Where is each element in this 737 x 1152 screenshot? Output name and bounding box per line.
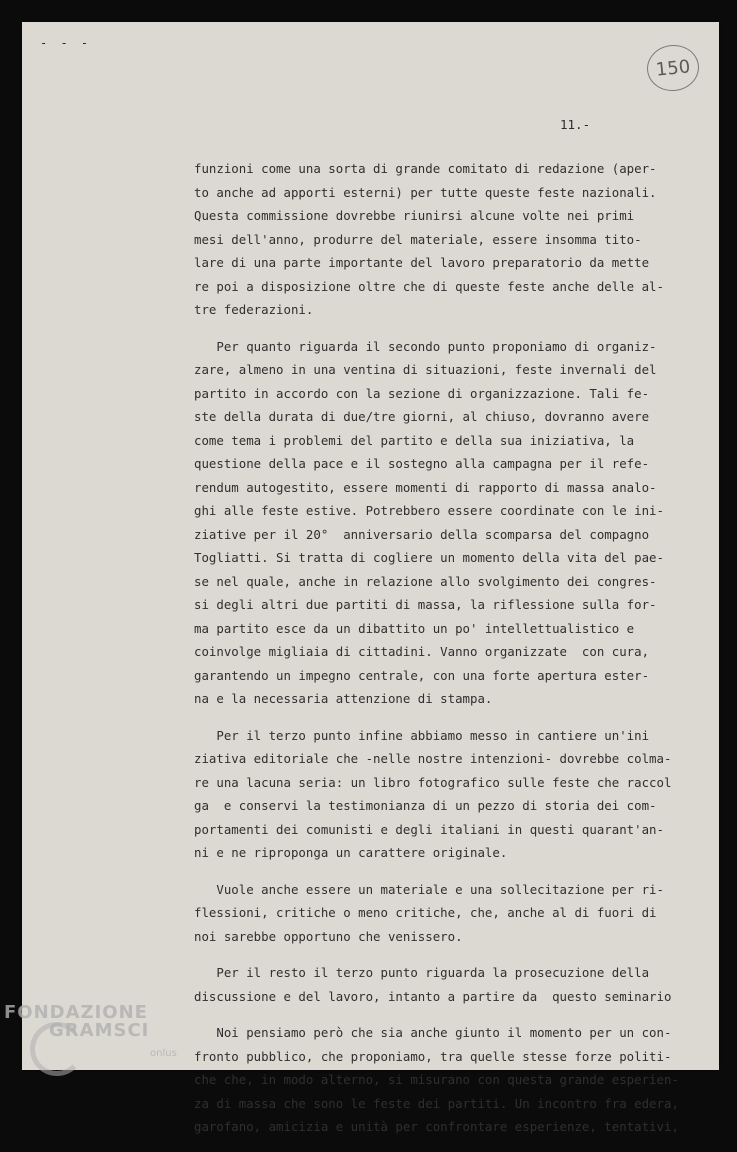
text-line: garofano, amicizia e unità per confrontare esperienze, tentativi, (194, 1119, 679, 1134)
text-line: partito in accordo con la sezione di organizzazione. Tali fe- (194, 385, 650, 401)
watermark-line-3: onlus (150, 1048, 177, 1059)
watermark-line-1: FONDAZIONE (4, 1002, 148, 1023)
text-line: funzioni come una sorta di grande comitato di redazione (aper- (194, 161, 657, 176)
text-line: rendum autogestito, essere momenti di rapporto di massa analo- (194, 479, 657, 495)
text-line: ghi alle feste estive. Potrebbero essere coordinate con le ini- (194, 503, 664, 518)
text-line: tre federazioni. (194, 302, 314, 317)
paragraph (194, 335, 714, 711)
text-line: Vuole anche essere un materiale e una sollecitazione per ri- (194, 881, 664, 897)
text-line: garantendo un impegno centrale, con una forte apertura ester- (194, 667, 650, 683)
paragraph (194, 961, 714, 1008)
foundation-watermark (4, 996, 194, 1076)
text-line: fronto pubblico, che proponiamo, tra quelle stesse forze politi- (194, 1048, 672, 1064)
text-line: na e la necessaria attenzione di stampa. (194, 691, 493, 706)
paragraph (194, 157, 714, 322)
text-line: ste della durata di due/tre giorni, al chiuso, dovranno avere (194, 409, 650, 424)
text-line: si degli altri due partiti di massa, la riflessione sulla for- (194, 597, 657, 612)
text-line: re poi a disposizione oltre che di queste feste anche delle al- (194, 278, 664, 294)
text-line: lare di una parte importante del lavoro preparatorio da mette (194, 255, 650, 270)
text-line: ziativa editoriale che -nelle nostre intenzioni- dovrebbe colma- (194, 751, 672, 766)
text-line: se nel quale, anche in relazione allo svolgimento dei congres- (194, 573, 657, 589)
archive-stamp: 150 (645, 42, 702, 93)
text-line: discussione e del lavoro, intanto a partire da questo seminario (194, 988, 672, 1004)
corner-mark: - - - (40, 36, 92, 50)
text-line: Per quanto riguarda il secondo punto proponiamo di organiz- (194, 338, 657, 354)
text-line: portamenti dei comunisti e degli italiani in questi quarant'an- (194, 821, 664, 837)
paragraph (194, 724, 714, 865)
text-line: Questa commissione dovrebbe riunirsi alcune volte nei primi (194, 208, 635, 223)
text-line: questione della pace e il sostegno alla campagna per il refe- (194, 456, 650, 471)
text-line: coinvolge migliaia di cittadini. Vanno organizzate con cura, (194, 644, 650, 659)
watermark-line-2: GRAMSCI (49, 1020, 150, 1041)
text-line: mesi dell'anno, produrre del materiale, essere insomma tito- (194, 231, 642, 247)
text-line: ma partito esce da un dibattito un po' intellettualistico e (194, 620, 635, 636)
text-line: come tema i problemi del partito e della sua iniziativa, la (194, 432, 635, 448)
text-line: Noi pensiamo però che sia anche giunto il momento per un con- (194, 1025, 672, 1040)
text-line: Per il terzo punto infine abbiamo messo in cantiere un'ini (194, 727, 650, 743)
document-page (22, 22, 719, 1134)
text-line: to anche ad apporti esterni) per tutte queste feste nazionali. (194, 184, 657, 200)
text-line: ga e conservi la testimonianza di un pezzo di storia dei com- (194, 798, 657, 813)
text-line: ziative per il 20° anniversario della scomparsa del compagno (194, 526, 650, 542)
document-body (194, 157, 714, 1152)
paragraph (194, 878, 714, 949)
text-line: noi sarebbe opportuno che venissero. (194, 928, 463, 944)
text-line: za di massa che sono le feste dei partiti. Un incontro fra edera, (194, 1095, 679, 1111)
page-number: 11.- (560, 117, 591, 132)
text-line: re una lacuna seria: un libro fotografico sulle feste che raccol (194, 774, 672, 790)
text-line: Per il resto il terzo punto riguarda la prosecuzione della (194, 965, 650, 980)
text-line: che che, in modo alterno, si misurano con questa grande esperien- (194, 1072, 679, 1087)
text-line: Togliatti. Si tratta di cogliere un momento della vita del pae- (194, 550, 664, 565)
text-line: flessioni, critiche o meno critiche, che, anche al di fuori di (194, 905, 657, 920)
text-line: zare, almeno in una ventina di situazioni, feste invernali del (194, 362, 657, 377)
text-line: ni e ne riproponga un carattere originale. (194, 845, 508, 860)
